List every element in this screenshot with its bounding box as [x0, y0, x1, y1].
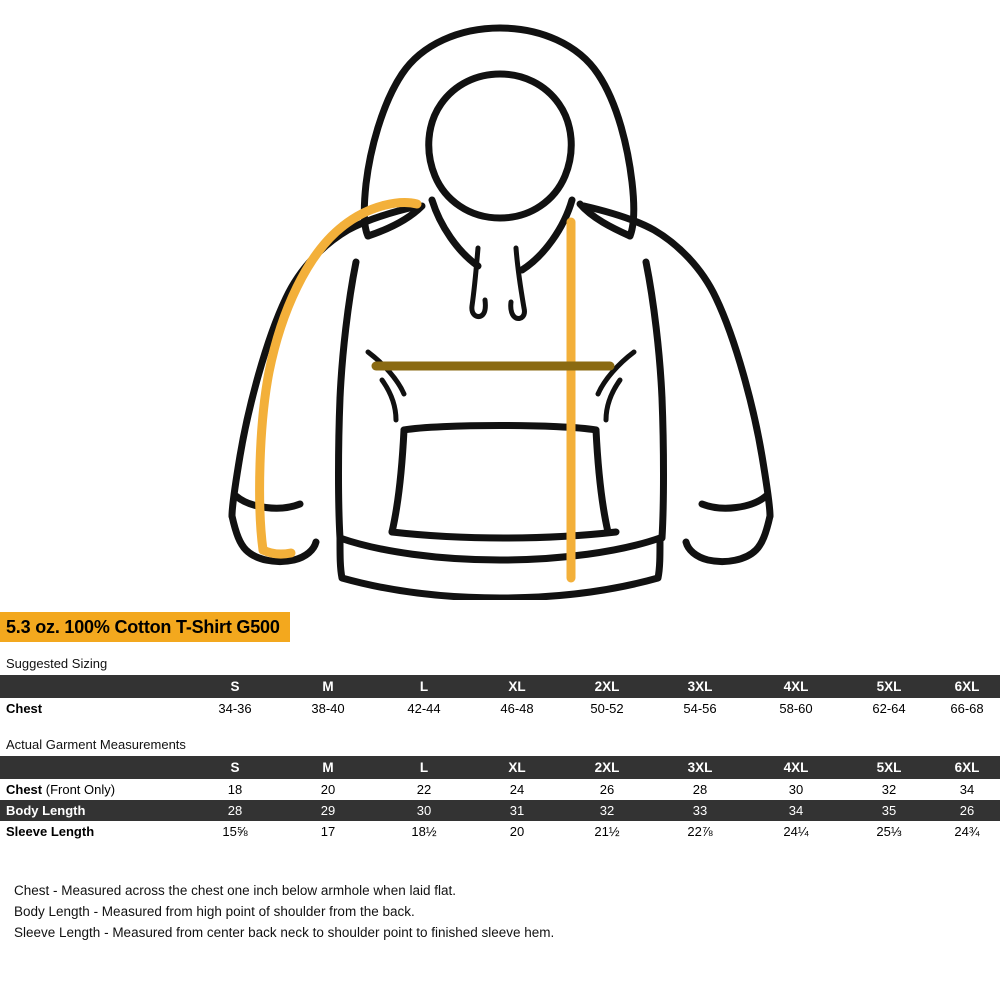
cell-body-5xl: 35	[844, 800, 934, 821]
cell-sleeve-m: 17	[280, 821, 376, 842]
cell-sleeve-l: 18½	[376, 821, 472, 842]
col-header-5xl: 5XL	[844, 756, 934, 779]
cell-body-2xl: 32	[562, 800, 652, 821]
cell-chest-4xl: 30	[748, 779, 844, 800]
row-label-sleeve-length	[0, 821, 190, 842]
cell-body-6xl: 26	[934, 800, 1000, 821]
cell-sleeve-3xl: 22⅞	[652, 821, 748, 842]
col-header-3xl: 3XL	[652, 756, 748, 779]
table-spacer	[0, 719, 1000, 733]
row-label-chest-front-only	[0, 779, 190, 800]
col-header-s: S	[190, 675, 280, 698]
col-header-6xl: 6XL	[934, 675, 1000, 698]
cell-body-s: 28	[190, 800, 280, 821]
col-header-xl: XL	[472, 675, 562, 698]
col-header-m: M	[280, 756, 376, 779]
cell-chest-m: 20	[280, 779, 376, 800]
row-label-text: Body Length	[6, 803, 86, 818]
cell-chest-s: 18	[190, 779, 280, 800]
col-header-blank	[0, 675, 190, 698]
col-header-2xl: 2XL	[562, 756, 652, 779]
cell-chest-6xl: 34	[934, 779, 1000, 800]
measurement-tables	[0, 652, 1000, 842]
cell-chest-2xl: 26	[562, 779, 652, 800]
cell-chest-3xl: 54-56	[652, 698, 748, 719]
table-row	[0, 779, 1000, 800]
table-header-row	[0, 675, 1000, 698]
cell-chest-3xl: 28	[652, 779, 748, 800]
cell-chest-m: 38-40	[280, 698, 376, 719]
col-header-4xl: 4XL	[748, 756, 844, 779]
col-header-xl: XL	[472, 756, 562, 779]
cell-chest-l: 22	[376, 779, 472, 800]
cell-chest-xl: 46-48	[472, 698, 562, 719]
table-row	[0, 800, 1000, 821]
col-header-4xl: 4XL	[748, 675, 844, 698]
note-body-length: Body Length - Measured from high point of shoulder from the back.	[14, 904, 415, 919]
col-header-6xl: 6XL	[934, 756, 1000, 779]
cell-chest-4xl: 58-60	[748, 698, 844, 719]
note-chest: Chest - Measured across the chest one inch below armhole when laid flat.	[14, 883, 456, 898]
cell-body-4xl: 34	[748, 800, 844, 821]
actual-measurements-table	[0, 756, 1000, 842]
cell-chest-xl: 24	[472, 779, 562, 800]
col-header-blank	[0, 756, 190, 779]
cell-chest-6xl: 66-68	[934, 698, 1000, 719]
cell-body-xl: 31	[472, 800, 562, 821]
row-label-chest	[0, 698, 190, 719]
row-label-body-length	[0, 800, 190, 821]
product-title-banner	[0, 612, 290, 642]
col-header-m: M	[280, 675, 376, 698]
cell-chest-l: 42-44	[376, 698, 472, 719]
row-label-text: Chest	[6, 701, 43, 716]
cell-body-m: 29	[280, 800, 376, 821]
suggested-sizing-table	[0, 675, 1000, 719]
col-header-2xl: 2XL	[562, 675, 652, 698]
cell-chest-5xl: 62-64	[844, 698, 934, 719]
cell-sleeve-6xl: 24¾	[934, 821, 1000, 842]
table-row	[0, 698, 1000, 719]
page-title: 5.3 oz. 100% Cotton T-Shirt G500	[6, 616, 280, 637]
row-label-sub: (Front Only)	[42, 782, 116, 797]
cell-sleeve-s: 15⅝	[190, 821, 280, 842]
cell-sleeve-2xl: 21½	[562, 821, 652, 842]
cell-body-l: 30	[376, 800, 472, 821]
actual-measurements-caption: Actual Garment Measurements	[6, 737, 186, 752]
col-header-3xl: 3XL	[652, 675, 748, 698]
row-label-text: Sleeve Length	[6, 824, 95, 839]
col-header-5xl: 5XL	[844, 675, 934, 698]
measurement-notes	[0, 880, 1000, 943]
cell-sleeve-4xl: 24¼	[748, 821, 844, 842]
note-sleeve-length: Sleeve Length - Measured from center back neck to shoulder point to finished sleeve hem.	[14, 925, 555, 940]
col-header-l: L	[376, 675, 472, 698]
cell-sleeve-5xl: 25⅓	[844, 821, 934, 842]
cell-chest-2xl: 50-52	[562, 698, 652, 719]
table-row	[0, 821, 1000, 842]
cell-sleeve-xl: 20	[472, 821, 562, 842]
cell-chest-5xl: 32	[844, 779, 934, 800]
col-header-s: S	[190, 756, 280, 779]
row-label-text: Chest	[6, 782, 43, 797]
cell-chest-s: 34-36	[190, 698, 280, 719]
cell-body-3xl: 33	[652, 800, 748, 821]
col-header-l: L	[376, 756, 472, 779]
table-header-row	[0, 756, 1000, 779]
suggested-sizing-caption: Suggested Sizing	[6, 656, 108, 671]
